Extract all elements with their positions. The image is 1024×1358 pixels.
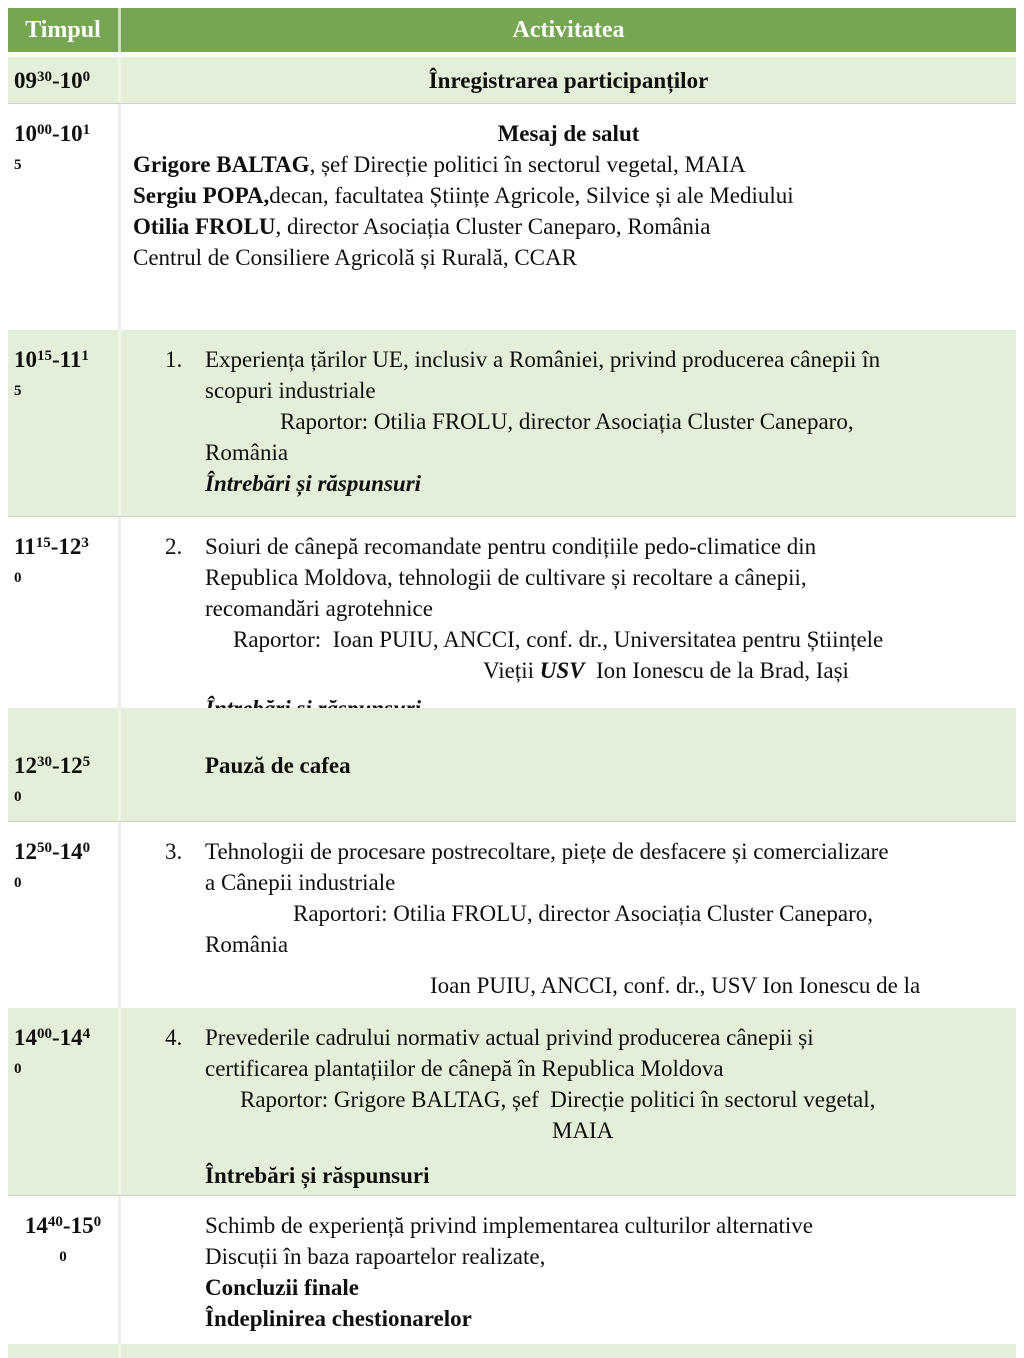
- table-row-strip: [8, 1344, 1016, 1353]
- header-cell-activitatea: [121, 8, 1016, 57]
- time-text: [14, 836, 118, 871]
- text-segment: Soiuri de cânepă recomandate pentru condițiile pedo-climatice din: [205, 534, 817, 559]
- time-superscript: 0: [82, 840, 91, 856]
- time-digits: 11: [59, 347, 82, 372]
- activity-line: [483, 655, 1004, 686]
- text-segment: scopuri industriale: [205, 378, 376, 403]
- time-superscript: 5: [14, 157, 22, 173]
- text-segment: Ioan PUIU, ANCCI, conf. dr., USV Ion Ionescu de la: [430, 973, 921, 998]
- time-digits: -: [62, 1213, 71, 1238]
- time-digits: -: [52, 1025, 60, 1050]
- time-text: [8, 1210, 118, 1245]
- text-segment: Schimb de experiență privind implementarea culturilor alternative: [205, 1213, 813, 1238]
- text-segment: Întrebări și răspunsuri: [205, 471, 422, 496]
- text-segment: , șef Direcție politici în sectorul vegetal, MAIA: [309, 152, 746, 177]
- time-text-wrapped: [14, 871, 118, 906]
- time-superscript: 5: [82, 754, 91, 770]
- time-cell-item2: [8, 517, 118, 724]
- text-segment: a Cânepii industriale: [205, 870, 396, 895]
- time-text-wrapped: [14, 1057, 118, 1092]
- text-segment: România: [205, 440, 289, 465]
- text-segment: Sergiu POPA,: [133, 183, 270, 208]
- activity-line: [205, 1210, 1004, 1241]
- text-segment: Raportor: Grigore BALTAG, șef Direcție politici în sectorul vegetal,: [240, 1087, 876, 1112]
- activity-line: [205, 468, 1004, 499]
- time-text-wrapped: [8, 1245, 118, 1280]
- agenda-table: [8, 8, 1016, 1353]
- time-digits: 14: [59, 839, 83, 864]
- activity-line: [165, 1022, 1004, 1053]
- time-superscript: 5: [14, 383, 22, 399]
- activity-line: [205, 1053, 1004, 1084]
- time-digits: 10: [59, 68, 83, 93]
- line-spacer: [133, 1146, 1004, 1160]
- time-digits: 10: [14, 347, 37, 372]
- activity-line: [205, 1303, 1004, 1334]
- list-number: 3.: [165, 839, 183, 864]
- activity-line: [205, 1272, 1004, 1303]
- time-cell-item3: [8, 822, 118, 1008]
- activity-cell-item4: [121, 1008, 1016, 1195]
- time-superscript: 00: [37, 122, 52, 138]
- text-segment: Concluzii finale: [205, 1275, 359, 1300]
- activity-line: [205, 375, 1004, 406]
- time-superscript: 4: [82, 1026, 91, 1042]
- text-segment: Raportor: Otilia FROLU, director Asociația Cluster Caneparo,: [280, 409, 854, 434]
- activity-line: [205, 593, 1004, 624]
- header-label-timpul: Timpul: [25, 17, 101, 43]
- time-superscript: 0: [14, 875, 22, 891]
- activity-line: [205, 562, 1004, 593]
- activity-line: [165, 836, 1004, 867]
- activity-line: [430, 970, 1004, 1001]
- text-segment: Republica Moldova, tehnologii de cultivare și recoltare a cânepii,: [205, 565, 807, 590]
- time-cell-coffee: [8, 708, 118, 821]
- time-text-wrapped: [14, 785, 118, 820]
- time-digits: -: [52, 68, 60, 93]
- text-segment: Discuții în baza rapoartelor realizate,: [205, 1244, 546, 1269]
- text-segment: recomandări agrotehnice: [205, 596, 433, 621]
- time-superscript: 00: [37, 1026, 52, 1042]
- text-segment: USV: [539, 658, 585, 683]
- activity-line: [205, 437, 1004, 468]
- text-segment: , director Asociația Cluster Caneparo, România: [275, 214, 711, 239]
- activity-line: [205, 750, 1004, 781]
- text-segment: Raportor: Ioan PUIU, ANCCI, conf. dr., Universitatea pentru Științele: [233, 627, 884, 652]
- time-text-wrapped: [14, 566, 118, 601]
- time-digits: -: [52, 121, 60, 146]
- time-digits: 12: [14, 839, 37, 864]
- text-segment: Întrebări și răspunsuri: [205, 1163, 430, 1188]
- time-text: [14, 65, 118, 100]
- activity-cell-coffee: [121, 708, 1016, 821]
- time-superscript: 50: [37, 840, 52, 856]
- activity-line: [133, 242, 1004, 273]
- time-digits: 10: [59, 121, 83, 146]
- header-cell-timpul: [8, 8, 118, 57]
- time-digits: 15: [70, 1213, 94, 1238]
- time-superscript: 1: [82, 122, 91, 138]
- activity-line: [165, 531, 1004, 562]
- table-row-welcome: [8, 104, 1016, 330]
- table-row-item3: [8, 822, 1016, 1008]
- time-superscript: 0: [14, 789, 22, 805]
- time-digits: -: [50, 534, 59, 559]
- activity-line: [205, 867, 1004, 898]
- text-segment: Grigore BALTAG: [133, 152, 310, 177]
- activity-line: [233, 624, 1004, 655]
- time-superscript: 0: [93, 1214, 102, 1230]
- text-segment: Pauză de cafea: [205, 753, 351, 778]
- table-row-closing: [8, 1196, 1016, 1344]
- time-text-wrapped: [14, 379, 118, 414]
- table-row-item1: [8, 330, 1016, 517]
- time-cell-strip: [8, 1344, 118, 1358]
- text-segment: Mesaj de salut: [497, 121, 640, 146]
- text-segment: Înregistrarea participanților: [428, 68, 709, 93]
- activity-cell-item1: [121, 330, 1016, 516]
- line-spacer: [133, 686, 1004, 693]
- time-cell-closing: [8, 1196, 118, 1344]
- time-cell-registration: [8, 57, 118, 103]
- text-segment: Otilia FROLU: [133, 214, 276, 239]
- time-digits: 10: [14, 121, 37, 146]
- text-segment: România: [205, 932, 289, 957]
- activity-cell-strip: [121, 1344, 1016, 1358]
- time-digits: 14: [24, 1213, 48, 1238]
- time-superscript: 3: [81, 535, 89, 551]
- activity-line: [133, 149, 1004, 180]
- time-text-wrapped: [14, 153, 118, 188]
- time-cell-item4: [8, 1008, 118, 1195]
- time-superscript: 0: [14, 570, 22, 586]
- time-digits: 14: [59, 1025, 83, 1050]
- time-digits: -: [52, 839, 60, 864]
- text-segment: Ion Ionescu de la Brad, Iași: [584, 658, 849, 683]
- time-digits: 11: [14, 534, 36, 559]
- time-digits: -: [52, 753, 60, 778]
- time-superscript: 15: [35, 535, 51, 551]
- time-text: [14, 344, 118, 379]
- time-digits: 12: [58, 534, 82, 559]
- text-segment: decan, facultatea Științe Agricole, Silvice și ale Mediului: [269, 183, 794, 208]
- time-superscript: 40: [47, 1214, 63, 1230]
- activity-line: [205, 929, 1004, 960]
- activity-line: [133, 65, 1004, 96]
- time-text: [14, 118, 118, 153]
- table-body: [8, 57, 1016, 1353]
- text-segment: Centrul de Consiliere Agricolă și Rurală, CCAR: [133, 245, 577, 270]
- activity-cell-item2: [121, 517, 1016, 724]
- activity-cell-registration: [121, 57, 1016, 103]
- time-digits: -: [52, 347, 60, 372]
- activity-line: [205, 1241, 1004, 1272]
- time-cell-item1: [8, 330, 118, 516]
- time-superscript: 15: [37, 348, 52, 364]
- time-superscript: 0: [59, 1249, 67, 1265]
- table-row-coffee: [8, 708, 1016, 822]
- list-number: 4.: [165, 1025, 183, 1050]
- activity-line: [133, 118, 1004, 149]
- header-label-activitatea: Activitatea: [512, 17, 625, 43]
- text-segment: Îndeplinirea chestionarelor: [205, 1306, 472, 1331]
- time-digits: 09: [14, 68, 37, 93]
- table-row-registration: [8, 57, 1016, 104]
- time-text: [14, 531, 118, 566]
- time-digits: 14: [14, 1025, 37, 1050]
- time-digits: 12: [14, 753, 37, 778]
- table-row-item4: [8, 1008, 1016, 1196]
- activity-line: [240, 1084, 1004, 1115]
- time-superscript: 30: [37, 69, 52, 85]
- time-superscript: 1: [81, 348, 89, 364]
- list-number: 2.: [165, 534, 183, 559]
- text-segment: Prevederile cadrului normativ actual privind producerea cânepii și: [205, 1025, 814, 1050]
- table-row-item2: [8, 517, 1016, 708]
- activity-line: [133, 211, 1004, 242]
- activity-cell-welcome: [121, 104, 1016, 330]
- activity-line: [293, 898, 1004, 929]
- table-header-row: [8, 8, 1016, 57]
- text-segment: Raportori: Otilia FROLU, director Asociația Cluster Caneparo,: [293, 901, 873, 926]
- time-cell-welcome: [8, 104, 118, 330]
- activity-line: [205, 1160, 1004, 1191]
- time-superscript: 0: [14, 1061, 22, 1077]
- activity-line: [280, 406, 1004, 437]
- text-segment: Vieții: [483, 658, 540, 683]
- time-digits: 12: [59, 753, 83, 778]
- text-segment: certificarea plantațiilor de cânepă în Republica Moldova: [205, 1056, 724, 1081]
- activity-line: [165, 344, 1004, 375]
- time-superscript: 0: [82, 69, 91, 85]
- activity-line: [552, 1115, 1004, 1146]
- list-number: 1.: [165, 347, 183, 372]
- time-text: [14, 750, 118, 785]
- line-spacer: [133, 960, 1004, 970]
- activity-cell-closing: [121, 1196, 1016, 1344]
- time-superscript: 30: [37, 754, 52, 770]
- text-segment: MAIA: [552, 1118, 614, 1143]
- activity-line: [133, 180, 1004, 211]
- text-segment: Tehnologii de procesare postrecoltare, piețe de desfacere și comercializare: [205, 839, 889, 864]
- time-text: [14, 1022, 118, 1057]
- text-segment: Experiența țărilor UE, inclusiv a României, privind producerea cânepii în: [205, 347, 881, 372]
- activity-cell-item3: [121, 822, 1016, 1008]
